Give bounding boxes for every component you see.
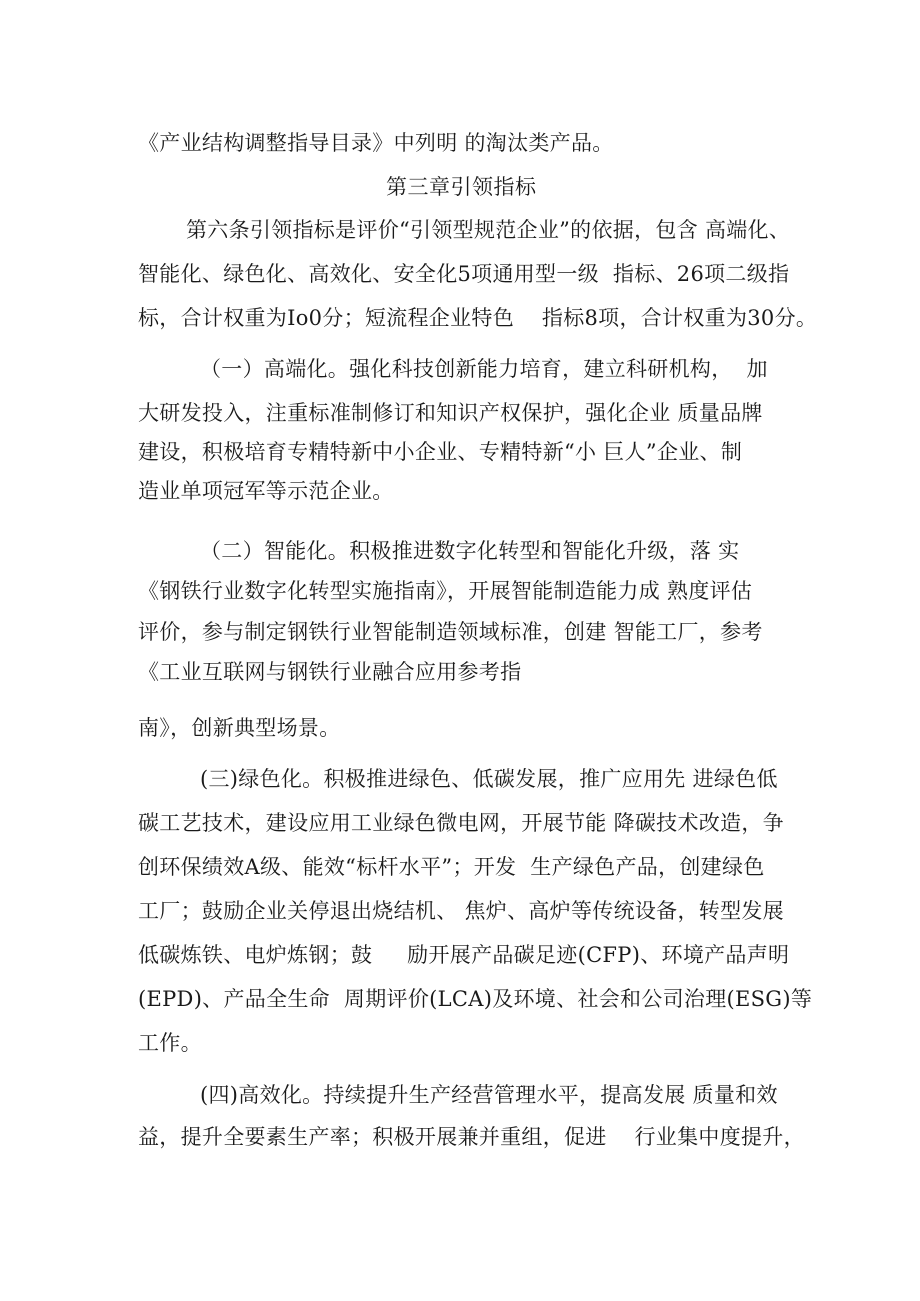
- section3-line-7: 工作。: [138, 1031, 202, 1055]
- section2-line-1: （二）智能化。积极推进数字化转型和智能化升级，落 实: [200, 539, 740, 563]
- section1-line-4: 造业单项冠军等示范企业。: [138, 479, 394, 503]
- section3-line-6: (EPD)、产品全生命 周期评价(LCA)及环境、社会和公司治理(ESG)等: [138, 987, 813, 1011]
- section4-line-2: 益，提升全要素生产率；积极开展兼并重组，促进 行业集中度提升，: [138, 1125, 805, 1149]
- section2-line-5: 南》，创新典型场景。: [138, 716, 341, 740]
- article6-line-3: 标，合计权重为Io0分；短流程企业特色 指标8项，合计权重为30分。: [138, 306, 818, 330]
- section3-line-2: 碳工艺技术，建设应用工业绿色微电网，开展节能 降碳技术改造，争: [138, 811, 784, 835]
- section1-line-3: 建设，积极培育专精特新中小企业、专精特新“小 巨人”企业、制: [138, 440, 743, 464]
- section1-line-2: 大研发投入，注重标准制修订和知识产权保护，强化企业 质量品牌: [138, 401, 763, 425]
- section3-line-3: 创环保绩效A级、能效“标杆水平”；开发 生产绿色产品，创建绿色: [138, 855, 765, 879]
- section2-line-2: 《钢铁行业数字化转型实施指南》，开展智能制造能力成 熟度评估: [138, 579, 753, 603]
- section3-line-1: (三)绿色化。积极推进绿色、低碳发展，推广应用先 进绿色低: [200, 767, 778, 791]
- section3-line-5: 低碳炼铁、电炉炼钢；鼓 励开展产品碳足迹(CFP)、环境产品声明: [138, 943, 790, 967]
- section1-line-1: （一）高端化。强化科技创新能力培育，建立科研机构， 加: [200, 357, 768, 381]
- chapter-title: 第三章引领指标: [386, 175, 537, 199]
- section3-line-4: 工厂；鼓励企业关停退出烧结机、 焦炉、高炉等传统设备，转型发展: [138, 899, 784, 923]
- article6-line-1: 第六条引领指标是评价“引领型规范企业”的依据，包含 高端化、: [186, 218, 791, 242]
- section2-line-3: 评价，参与制定钢铁行业智能制造领域标准，创建 智能工厂，参考: [138, 620, 763, 644]
- section2-line-4: 《工业互联网与钢铁行业融合应用参考指: [138, 660, 522, 684]
- article6-line-2: 智能化、绿色化、高效化、安全化5项通用型一级 指标、26项二级指: [138, 262, 790, 286]
- intro-line: 《产业结构调整指导目录》中列明 的淘汰类产品。: [138, 131, 614, 155]
- section4-line-1: (四)高效化。持续提升生产经营管理水平，提高发展 质量和效: [200, 1083, 778, 1107]
